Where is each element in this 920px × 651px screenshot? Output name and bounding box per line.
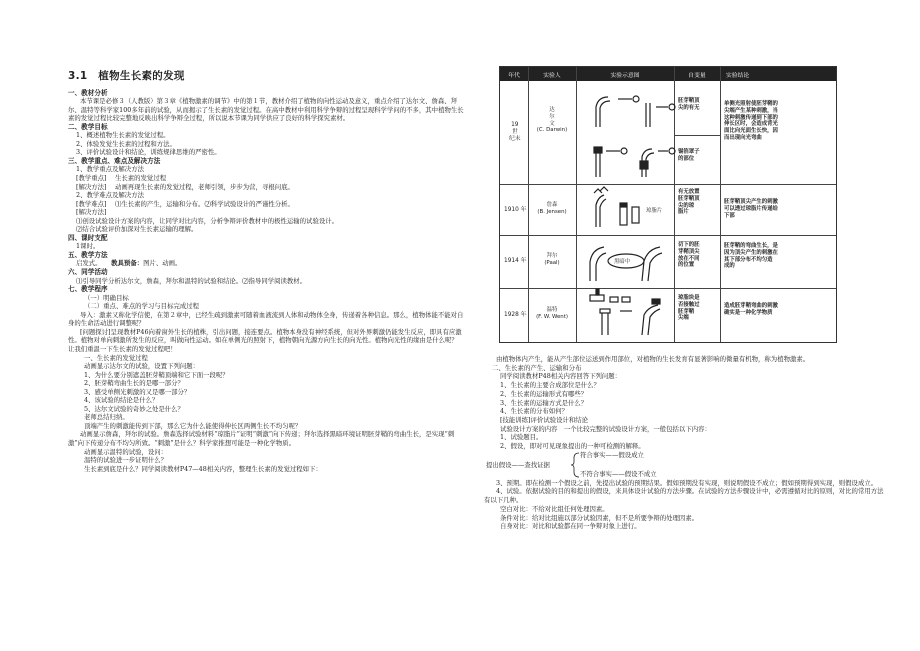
paragraph: ⑵结合试验评价加深对生长素运输的理解。 (76, 225, 198, 234)
paragraph: 本节课是必修３（人教版）第３章《植物激素的调节》中的第１节，教材介绍了植物的向性运动及意义，重点介绍了达尔文、詹森、拜尔、温特等科学家100多年前的试验，从而揭示了生长素的发觉过程。在高中教材中利用科学争辩的过程呈现科学学问的不多，其中植物生长素的发觉过程比较完整地反映出科学争辩全过程，所以说本节课为同学供应了良好的科学探究素材。 (68, 97, 464, 123)
paragraph: 3、感受单侧光刺激的又是哪一部分？ (84, 387, 191, 396)
paragraph: 3、生长素的运输方式是什么？ (500, 398, 588, 407)
paragraph: （一）明确目标 (84, 293, 129, 302)
left-column (68, 72, 464, 473)
section-heading: 六、同学活动 (68, 268, 108, 277)
paragraph: （二）重点、难点的学习与目标完成过程 (84, 302, 200, 311)
scientist-jensen: 詹森 (B. Jensen) (537, 202, 567, 215)
section-heading: 三、教学重点、难点及解决方法 (68, 156, 161, 165)
paragraph: 4、生长素的分布如何？ (500, 407, 568, 416)
paragraph: 条件对比：给对比组施以部分试验因素，但不是所要争辩的处理因素。 (500, 513, 699, 522)
paragraph: 顶端产生的刺激能传到下部，那么它为什么能使得伸长区两侧生长不均匀呢？ (84, 421, 302, 430)
paragraph: 2、生长素的运输形式有哪些？ (500, 389, 588, 398)
paragraph: ⑴引导同学分析达尔文，詹森，拜尔和温特的试验和结论。⑵指导同学阅读教材。 (76, 276, 307, 285)
paragraph: [技能训练]评价试验设计和结论 (500, 415, 589, 424)
paragraph: 空白对比：不给对比组任何处理因素。 (500, 504, 609, 513)
right-body-2 (484, 479, 884, 531)
variable-tip-presence: 胚芽鞘顶 尖的有无 (678, 98, 700, 111)
scientist-paal: 拜尔 (Paal) (544, 253, 560, 266)
paragraph: [解决方法] 动画再现生长素的发觉过程，老师引领，步步为营，寻根问底。 (76, 182, 294, 191)
paragraph: 1、概述植物生长素的发觉过程。 (76, 131, 170, 140)
paragraph: 生长素到底是什么？同学阅读教材P47—48相关内容，整理生长素的发觉过程如下： (84, 464, 322, 473)
teaching-aids-text: 图片、动画。 (143, 259, 182, 268)
era-1928: 1928 年 (504, 312, 527, 318)
paragraph: 一、生长素的发觉过程 (84, 353, 148, 362)
paragraph: 1、为什么要分别遮盖胚芽鞘顶端和它下面一段呢？ (84, 370, 229, 379)
experiment-table (499, 66, 837, 343)
paragraph: 2、假设，即对可见现象提出的一种可检测的解释。 (500, 442, 645, 451)
paragraph: 4、试验。依据试验的目的和提出的假设，来具体设计试验的方法步骤。在试验的方法步骤设计中，必需遵循对比的原则，对比的常用方法有以下几种。 (484, 487, 884, 505)
scientist-went: 温特 (F. W. Went) (536, 307, 568, 320)
paragraph: 1、生长素的主要合成部位是什么？ (500, 381, 600, 390)
paragraph: 动画显示温特的试验，设问： (84, 447, 168, 456)
experiment-diagrams (500, 67, 836, 342)
paragraph: 自身对比：对比和试验都在同一争辩对象上进行。 (500, 522, 641, 531)
paragraph: [教学重点] 生长素的发觉过程 (76, 174, 167, 183)
paragraph: 导入：激素又称化学信使，在第２章中，已经生疏到激素可随着血液流到人体和动物体全身，传递着各种信息。那么，植物体能不能对自身的生命活动进行调整呢？ (68, 310, 464, 328)
variable-tip-position: 切下的胚 芽鞘顶尖 放在不同 的位置 (678, 242, 700, 269)
paragraph: 3、预期。即在检测一个假设之前，先提出试验的预期结果。假如预期没有实现，则说明假设不成立；假如预期得到实现，则假设成立。 (496, 478, 878, 487)
paragraph: 由植物体内产生，能从产生部位运送到作用部位，对植物的生长发育有显著影响的微量有机物，称为植物激素。 (496, 355, 810, 363)
paragraph: 动画显示詹森，拜尔的试验。詹森选择试验材料“琼脂片”证明“刺激”向下传递；拜尔选择黑暗环境证明胚芽鞘的弯曲生长，是实现“刺激”向下传递分布不均匀所致。“刺激”是什么？科学家推想可能是一种化学物质。 (68, 430, 455, 447)
label-agar-slice: 琼脂片 (646, 208, 663, 214)
paragraph: 老师总结归纳。 (84, 413, 129, 422)
era-1910: 1910 年 (504, 207, 527, 213)
header-diagram: 实验示意图 (610, 73, 640, 79)
paragraph: ⑴创设试验设计方案的内容，让同学对比内容，分析争辩评价教材中的极性运输的试验设计。 (76, 216, 339, 225)
right-body (484, 355, 884, 451)
paragraph: 5、达尔文试验的奇妙之处是什么？ (84, 404, 184, 413)
paragraph: [教学难点] ⑴生长素的产生，运输和分布。⑵科学试验设计的严谨性分析。 (76, 199, 294, 208)
paragraph: 2、胚芽鞘弯曲生长的是哪一部分？ (84, 379, 184, 388)
paragraph: 1课时。 (76, 242, 100, 251)
paragraph: 温特的试验进一步证明什么？ (84, 456, 168, 465)
conclusion-paal: 胚芽鞘的弯曲生长，是 因为顶尖产生的刺激在 其下部分布不均匀造 成的 (724, 243, 778, 270)
teaching-aids-label: 教具预备： (111, 259, 144, 268)
method-text: 启发式。 (76, 259, 112, 268)
paragraph: 3、评价试验设计和结论，训练规律思维的严密性。 (76, 148, 221, 157)
left-body (68, 89, 464, 474)
era-19th-century: 19 世 纪末 (509, 122, 521, 142)
section-heading: 四、课时支配 (68, 233, 108, 242)
header-conclusion: 实验结论 (726, 73, 750, 79)
paragraph: 1、教学重点及解决方法 (76, 165, 144, 174)
section-heading: 五、教学方法 (68, 250, 108, 259)
paragraph: 2、教学难点及解决方法 (76, 191, 144, 200)
variable-foil-position: 锡箔罩子 的部位 (678, 149, 700, 162)
section-heading: 一、教材分析 (68, 88, 108, 97)
variable-agar-block: 琼脂块是 否接触过 胚芽鞘 尖端 (678, 295, 700, 322)
era-1914: 1914 年 (504, 258, 527, 264)
variable-agar: 有无放置 胚芽鞘顶 尖的琼 脂片 (678, 189, 700, 216)
brace-bottom-text: 不符合事实——假设不成立 (580, 469, 657, 478)
brace-left-text: 提出假设——查找证据 (486, 460, 550, 469)
paragraph: 4、该试验的结论是什么？ (84, 396, 159, 405)
header-variable: 自变量 (688, 73, 706, 79)
scientist-darwin: 达 尔 文 (C. Darwin) (536, 107, 568, 134)
conclusion-darwin: 单侧光照射使胚芽鞘的 尖端产生某种刺激，当 这种刺激传递到下部的 伸长区时，会造成背光 面比向光面生长快，因 而出现向光弯曲 (724, 101, 778, 141)
paragraph (68, 259, 464, 268)
section-heading: 二、教学目标 (68, 122, 108, 131)
paragraph: 1、试验题目。 (500, 433, 543, 442)
right-column (484, 355, 884, 531)
brace-top-text: 符合事实——假设成立 (580, 450, 644, 459)
paragraph: 试验设计方案的内容 一个比较完整的试验设计方案，一般包括以下内容： (500, 424, 711, 433)
paragraph: 二、生长素的产生、运输和分布 (492, 363, 582, 372)
paragraph: 动画显示达尔文的试验，设置下列问题： (84, 362, 200, 371)
paragraph: [问题探讨]呈现教材P46向着窗外生长的植株，引出问题，接连要点。植物本身没有神经系统，但对外界刺激仍能发生反应，即具有应激性。植物对单向刺激所发生的反应，叫做向性运动。如在单侧光的照射下，植物朝向光源方向生长的向光性。植物向光性的缘由是什么呢？让我们重温一下生长素的发觉过程吧！ (68, 327, 462, 353)
paragraph: 2、体验发觉生长素的过程和方法。 (76, 139, 176, 148)
document-title: 3.1 植物生长素的发现 (68, 70, 185, 82)
conclusion-jensen: 胚芽鞘顶尖产生的刺激 可以透过琼脂片传递给 下部 (724, 199, 778, 219)
paragraph: [解决方法] (76, 208, 107, 217)
header-era: 年代 (508, 73, 520, 79)
section-heading: 七、教学程序 (68, 285, 108, 294)
header-scientist: 实验人 (543, 73, 561, 79)
brace-icon (570, 452, 580, 478)
label-dark: 黑暗中 (614, 259, 631, 265)
hypothesis-brace (484, 451, 884, 479)
paragraph: 同学阅读教材P48相关内容回答下列问题： (500, 372, 622, 381)
conclusion-went: 造成胚芽鞘弯曲的刺激 确实是一种化学物质 (724, 303, 778, 316)
